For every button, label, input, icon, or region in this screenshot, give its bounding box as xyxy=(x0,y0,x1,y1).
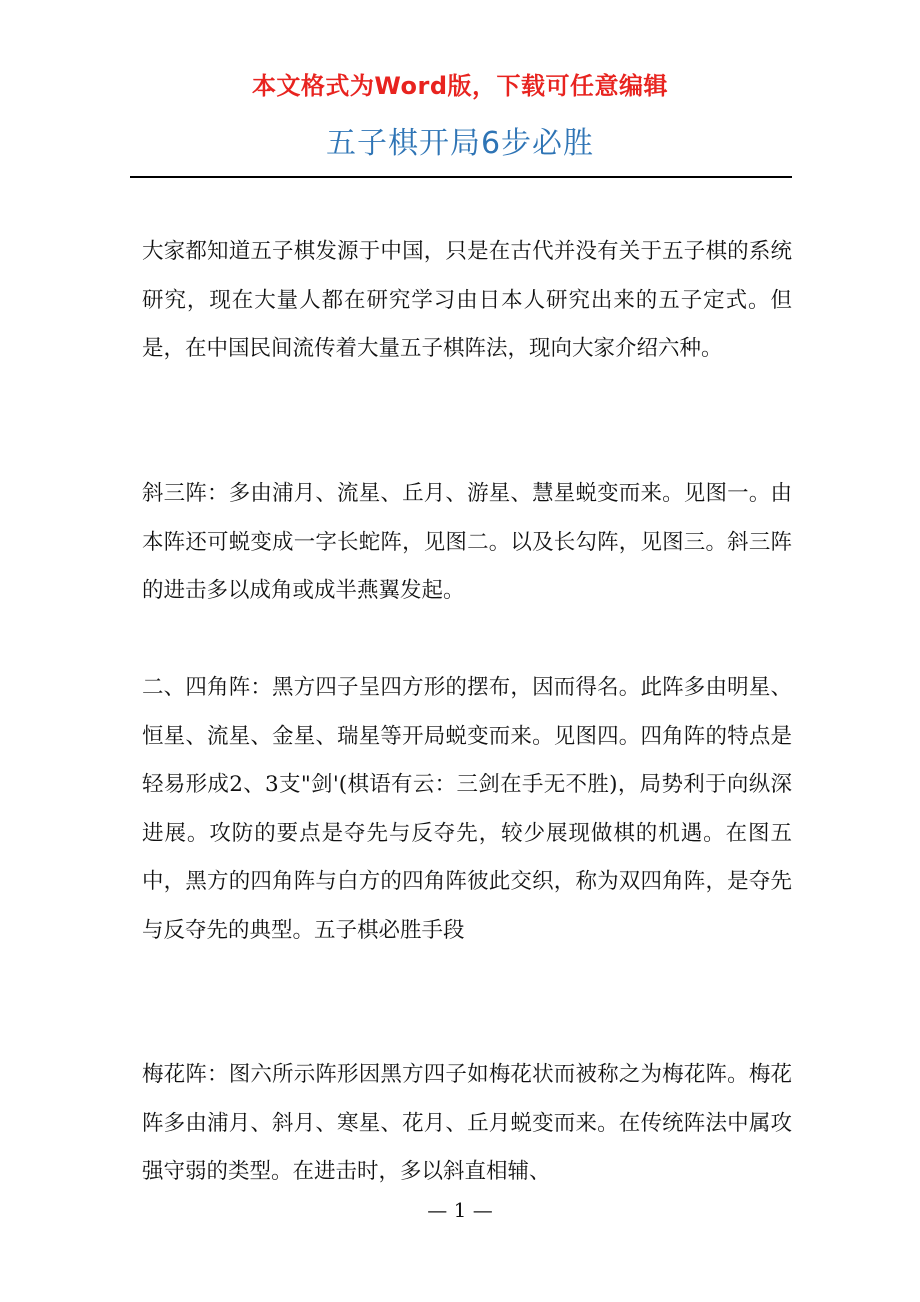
page-title: 五子棋开局6步必胜 xyxy=(325,126,595,161)
word-format-banner: 本文格式为Word版，下载可任意编辑 xyxy=(251,72,669,100)
title-divider xyxy=(130,176,792,178)
paragraph-meihua-formation: 梅花阵：图六所示阵形因黑方四子如梅花状而被称之为梅花阵。梅花阵多由浦月、斜月、寒星、花月、丘月蜕变而来。在传统阵法中属攻强守弱的类型。在进击时，多以斜直相辅、 xyxy=(142,1062,792,1184)
paragraph-xiesan-formation: 斜三阵：多由浦月、流星、丘月、游星、慧星蜕变而来。见图一。由本阵还可蜕变成一字长蛇阵，见图二。以及长勾阵，见图三。斜三阵的进击多以成角或成半燕翼发起。 xyxy=(142,481,792,603)
page-number: — 1 — xyxy=(427,1198,493,1222)
paragraph-intro: 大家都知道五子棋发源于中国，只是在古代并没有关于五子棋的系统研究，现在大量人都在研究学习由日本人研究出来的五子定式。但是，在中国民间流传着大量五子棋阵法，现向大家介绍六种。 xyxy=(142,239,792,361)
paragraph-sijiao-formation: 二、四角阵：黑方四子呈四方形的摆布，因而得名。此阵多由明星、恒星、流星、金星、瑞星等开局蜕变而来。见图四。四角阵的特点是轻易形成2、3支"剑'(棋语有云：三剑在手无不胜)，局势利于向纵深进展。攻防的要点是夺先与反夺先，较少展现做棋的机遇。在图五中，黑方的四角阵与白方的四角阵彼此交织，称为双四角阵，是夺先与反夺先的典型。五子棋必胜手段 xyxy=(142,675,792,943)
